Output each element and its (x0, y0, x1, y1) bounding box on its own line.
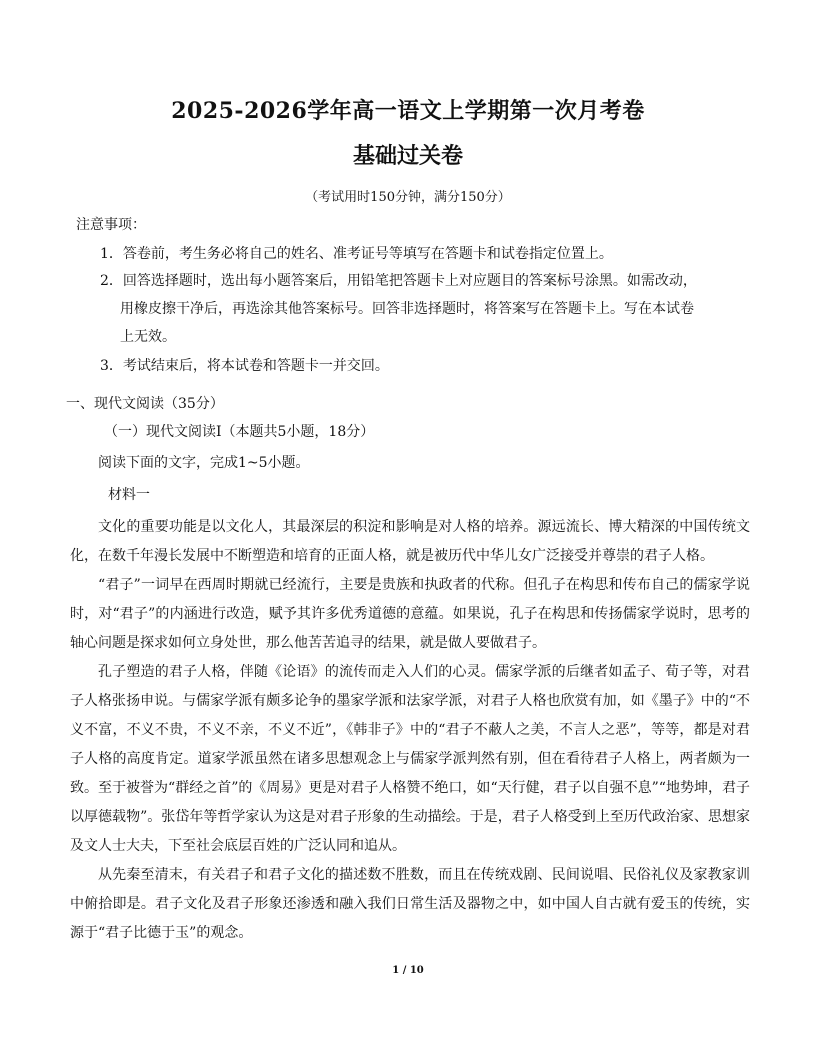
reading-passage (70, 513, 750, 948)
passage-paragraph: “君子”一词早在西周时期就已经流行，主要是贵族和执政者的代称。但孔子在构思和传布自己的儒家学说时，对“君子”的内涵进行改造，赋予其许多优秀道德的意蕴。如果说，孔子在构思和传扬儒家学说时，思考的轴心问题是探求如何立身处世，那么他苦苦追寻的结果，就是做人要做君子。 (70, 577, 750, 651)
exam-title: 2025-2026学年高一语文上学期第一次月考卷 (171, 98, 645, 124)
exam-subtitle: 基础过关卷 (352, 143, 463, 169)
section-heading: 一、现代文阅读（35分） (66, 396, 224, 412)
passage-paragraph: 文化的重要功能是以文化人，其最深层的积淀和影响是对人格的培养。源远流长、博大精深的中国传统文化，在数千年漫长发展中不断塑造和培育的正面人格，就是被历代中华儿女广泛接受并尊崇的君子人格。 (70, 519, 750, 564)
notice-item-3: 3．考试结束后，将本试卷和答题卡一并交回。 (100, 358, 389, 374)
notice-item-2-end: 上无效。 (120, 329, 176, 345)
sub-section-heading: （一）现代文阅读Ⅰ（本题共5小题，18分） (104, 424, 375, 440)
passage-paragraph: 孔子塑造的君子人格，伴随《论语》的流传而走入人们的心灵。儒家学派的后继者如孟子、荀子等，对君子人格张扬申说。与儒家学派有颇多论争的墨家学派和法家学派，对君子人格也欣赏有加，如《墨子》中的“不义不富，不义不贵，不义不亲，不义不近”，《韩非子》中的“君子不蔽人之美，不言人之恶”，等等，都是对君子人格的高度肯定。道家学派虽然在诸多思想观念上与儒家学派判然有别，但在看待君子人格上，两者颇为一致。至于被誉为“群经之首”的《周易》更是对君子人格赞不绝口，如“天行健，君子以自强不息”“地势坤，君子以厚德载物”。张岱年等哲学家认为这是对君子形象的生动描绘。于是，君子人格受到上至历代政治家、思想家及文人士大夫，下至社会底层百姓的广泛认同和追从。 (70, 664, 750, 854)
notice-heading: 注意事项： (76, 217, 146, 233)
passage-paragraph: 从先秦至清末，有关君子和君子文化的描述数不胜数，而且在传统戏剧、民间说唱、民俗礼仪及家教家训中俯拾即是。君子文化及君子形象还渗透和融入我们日常生活及器物之中，如中国人自古就有爱玉的传统，实源于“君子比德于玉”的观念。 (70, 867, 750, 941)
notice-item-1: 1．答卷前，考生务必将自己的姓名、准考证号等填写在答题卡和试卷指定位置上。 (100, 246, 613, 262)
exam-info: （考试用时150分钟，满分150分） (305, 190, 511, 205)
page-number: 1 / 10 (392, 965, 424, 976)
reading-instruction: 阅读下面的文字，完成1~5小题。 (98, 455, 310, 471)
material-label: 材料一 (108, 487, 150, 503)
notice-item-2-cont: 用橡皮擦干净后，再选涂其他答案标号。回答非选择题时，将答案写在答题卡上。写在本试卷 (120, 301, 694, 317)
notice-item-2: 2．回答选择题时，选出每小题答案后，用铅笔把答题卡上对应题目的答案标号涂黑。如需改动， (100, 273, 697, 289)
